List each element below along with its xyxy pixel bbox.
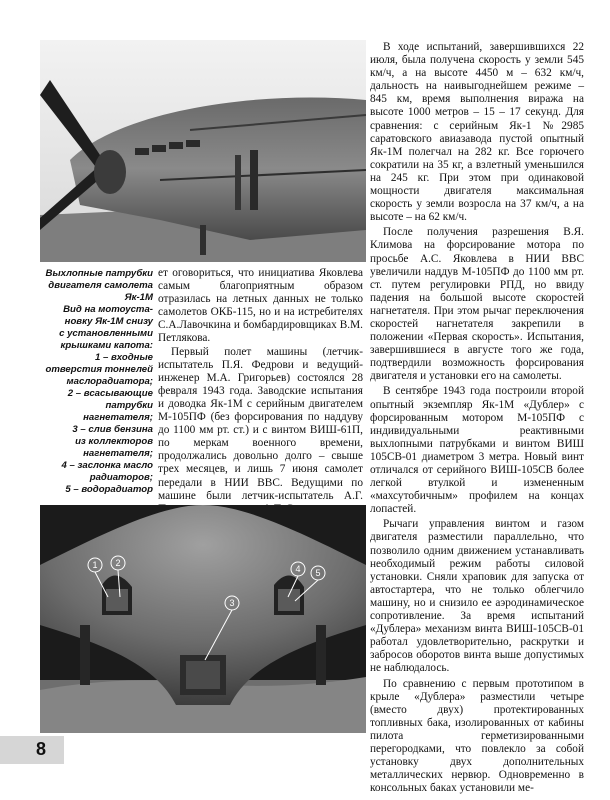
callout-5: 5	[315, 568, 321, 578]
callout-2: 2	[115, 558, 121, 568]
callout-4: 4	[295, 564, 301, 574]
caption-line: радиаторов;	[89, 472, 153, 483]
photo-underside-image	[40, 505, 366, 733]
middle-text-column	[158, 267, 363, 516]
caption-line: нагнетателя;	[83, 448, 153, 459]
caption-line: маслорадиатора;	[66, 376, 153, 387]
caption-line: нагнетателя;	[83, 412, 153, 423]
caption-line: 5 – водорадиатор	[65, 484, 153, 495]
caption-exhaust	[40, 268, 153, 304]
caption-line: отверстия тоннелей	[45, 364, 153, 375]
caption-underside	[40, 304, 153, 496]
right-paragraph-1: В ходе испытаний, завершившихся 22 июля, была получена скорость у земли 545 км/ч, а на высоте 4450 м – 632 км/ч, дальность на наивыгоднейшем режиме – 845 км, время выполнения виража на высоте 1000 метров – 15 – 17 секунд. Для сравнения: с серийным Як-1 №2985 саратовского авиазавода пустой опытный Як-1М полегчал на 282 кг. Все горючего сократили на 35 кг, а взлетный уменьшился на 245 кг. При этом при одинаковой мощности двигателя максимальная скорость у земли возросла на 37 км/ч, а на высоте – на 62 км/ч.	[370, 41, 584, 224]
right-paragraph-4: Рычаги управления винтом и газом двигателя разместили параллельно, что позволило одним движением устанавливать необходимый режим работы силовой установки. Сняли храповик для запуска от автостартера, что не только облегчило машину, но и снизило ее аэродинамическое сопротивление. За время испытаний «Дублера» механизм винта ВИШ-105СВ-01 работал удовлетворительно, раскрутки и забросов оборотов винта выше допустимых не наблюдалось.	[370, 518, 584, 675]
caption-line: 2 – всасывающие	[67, 388, 153, 399]
caption-line: новку Як-1М снизу	[64, 316, 153, 327]
caption-line: 3 – слив бензина	[72, 424, 153, 435]
caption-line: Вид на мотоуста-	[63, 304, 153, 315]
caption-exhaust-text: Выхлопные патрубки двигателя самолета Як-1М	[45, 268, 153, 303]
caption-line: из коллекторов	[75, 436, 153, 447]
photo-wing-cowling-image	[40, 40, 366, 262]
page-number: 8	[36, 739, 47, 759]
caption-line: с установленными	[59, 328, 153, 339]
caption-line: крышками капота:	[60, 340, 153, 351]
right-paragraph-5: По сравнению с первым прототипом в крыле «Дублера» разместили четыре (вместо двух) протектированных топливных бака, изолированных от кабины пилота герметизированными перегородками, что повлекло за собой установку двух дополнительных металлических нервюр. Одновременно в консольных баках установили ме-	[370, 677, 584, 795]
page-number-tab	[0, 736, 64, 764]
callout-1: 1	[92, 560, 98, 570]
caption-line: 4 – заслонка масло	[61, 460, 153, 471]
right-paragraph-3: В сентябре 1943 года построили второй опытный экземпляр Як-1М «Дублер» с форсированным мотором М-105ПФ с индивидуальными реактивными выхлопными патрубками и винтом ВИШ 105СВ-01 диаметром 3 метра. Новый винт отличался от серийного ВИШ-105СВ более легкой втулкой и измененным «махсутобичным» профилем на концах лопастей.	[370, 385, 584, 516]
right-text-column	[370, 41, 584, 795]
caption-line: 1 – входные	[94, 352, 153, 363]
photo-underside	[40, 505, 366, 733]
callout-3: 3	[229, 598, 235, 608]
middle-paragraph-2: Первый полет машины (летчик-испытатель П.Я. Федрови и ведущий-инженер М.А. Григорьев) состоялся 28 февраля 1943 года. Заводские испытания и доводка Як-1М с серийным двигателем М-105ПФ (без форсирования по наддуву до 1100 мм рт. ст.) и с винтом ВИШ-61П, по меркам военного времени, продолжались довольно долго – свыше трех месяцев, и лишь 7 июня самолет передали в НИИ ВВС. Ведущими по машине были летчик-испытатель А.Г.	[158, 345, 363, 502]
right-paragraph-2: После получения разрешения В.Я. Климова на форсирование мотора по просьбе А.С. Яковлева в НИИ ВВС увеличили наддув М-105ПФ до 1100 мм рт. ст. путем регулировки РПД, но ввиду падения на большой высоте скоростей нагнетателя. При этом рычаг переключения скоростей нагнетателя закрепили в положении «Первая скорость». Испытания, завершившиеся в августе того же года, подтвердили возможность форсирования двигателя и установки его на самолеты.	[370, 226, 584, 383]
caption-line: патрубки	[105, 400, 153, 411]
photo-wing-cowling	[40, 40, 366, 262]
middle-paragraph-1: ет оговориться, что инициатива Яковлева самым благоприятным образом отразилась на летных данных не только самолетов ОКБ-115, но и на истребителях С.А.Лавочкина и бомбардировщиках В.М. Петлякова.	[158, 267, 363, 345]
